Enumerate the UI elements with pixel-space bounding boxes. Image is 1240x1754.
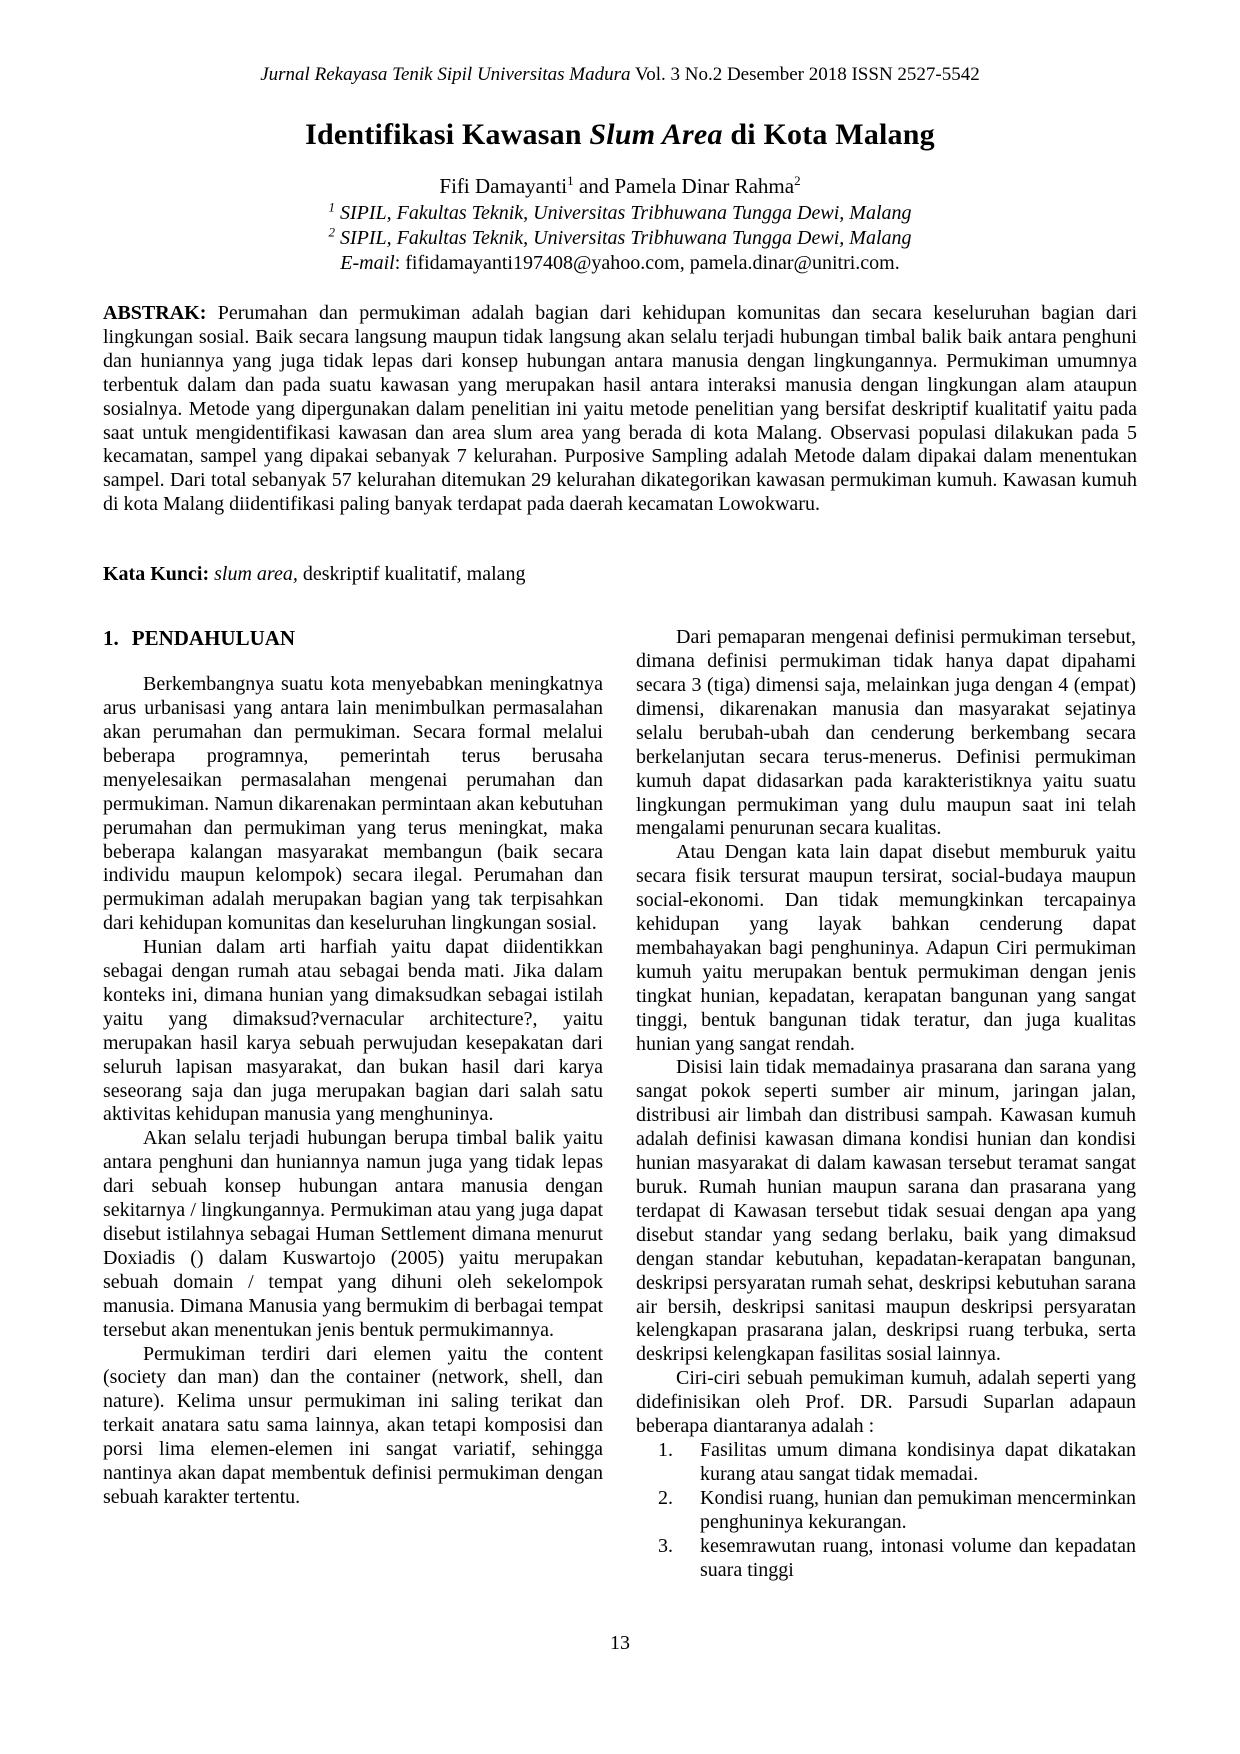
list-item-number: 1.	[658, 1438, 673, 1461]
affiliation-line	[103, 226, 1137, 251]
keywords-label: Kata Kunci:	[103, 563, 210, 586]
email-line	[103, 251, 1137, 276]
affiliations	[103, 201, 1137, 276]
body-paragraph: Permukiman terdiri dari elemen yaitu the content (society dan man) dan the container (network, shell, dan nature). Kelima unsur permukiman ini saling terikat dan terkait anatara satu sama lainnya, akan tetapi komposisi dan porsi lima elemen-elemen ini sangat variatif, sehingga nantinya akan dapat membentuk definisi permukiman dengan sebuah karakter tertentu.	[103, 1342, 603, 1508]
body-paragraph: Disisi lain tidak memadainya prasarana dan sarana yang sangat pokok seperti sumber air minum, jaringan jalan, distribusi air limbah dan distribusi sampah. Kawasan kumuh adalah definisi kawasan dimana kondisi hunian dan kondisi hunian masyarakat di dalam kawasan tersebut teramat sangat buruk. Rumah hunian maupun sarana dan prasarana yang terdapat di Kawasan tersebut tidak sesuai dengan apa yang disebut standar yang sedang berlaku, baik yang dimaksud dengan standar kebutuhan, kepadatan-kerapatan bangunan, deskripsi persyaratan rumah sehat, deskripsi kebutuhan sarana air bersih, deskripsi sanitasi maupun deskripsi persyaratan kelengkapan prasarana jalan, deskripsi ruang terbuka, serta deskripsi kelengkapan fasilitas sosial lainnya.	[636, 1056, 1136, 1366]
paper-title	[103, 118, 1137, 152]
list-item-text: Fasilitas umum dimana kondisinya dapat dikatakan kurang atau sangat tidak memadai.	[700, 1438, 1136, 1485]
body-paragraph: Ciri-ciri sebuah pemukiman kumuh, adalah seperti yang didefinisikan oleh Prof. DR. Parsudi Suparlan adapaun beberapa diantaranya adalah :	[636, 1367, 1136, 1438]
two-column-body	[103, 626, 1137, 1582]
body-paragraph: Akan selalu terjadi hubungan berupa timbal balik yaitu antara penghuni dan huniannya namun juga yang tidak lepas dari sebuah konsep hubungan antara manusia dengan sekitarnya / lingkungannya. Permukiman atau yang juga dapat disebut istilahnya sebagai Human Settlement dimana menurut Doxiadis () dalam Kuswartojo (2005) yaitu merupakan sebuah domain / tempat yang dihuni oleh sekelompok manusia. Dimana Manusia yang bermukim di berbagai tempat tersebut akan menentukan jenis bentuk permukimannya.	[103, 1127, 603, 1341]
journal-name: Jurnal Rekayasa Tenik Sipil Universitas Madura	[260, 64, 631, 85]
section-heading-pendahuluan	[103, 626, 603, 651]
title-segment: Identifikasi Kawasan	[305, 118, 590, 151]
author-affiliation-mark: 1	[567, 173, 574, 188]
section-number: 1.	[103, 626, 119, 651]
abstract-text: Perumahan dan permukiman adalah bagian dari kehidupan komunitas dan secara keseluruhan bagian dari lingkungan sosial. Baik secara langsung maupun tidak langsung akan selalu terjadi hubungan timbal balik baik antara penghuni dan huniannya yang juga tidak lepas dari konsep hubungan antara manusia dengan lingkungannya. Permukiman umumnya terbentuk dalam dan pada suatu kawasan yang merupakan hasil antara interaksi manusia dengan lingkungan alam ataupun sosialnya. Metode yang dipergunakan dalam penelitian ini yaitu metode penelitian yang bersifat deskriptif kualitatif yaitu pada saat untuk mengidentifikasi kawasan dan area slum area yang berada di kota Malang. Observasi populasi dilakukan pada 5 kecamatan, sampel yang dipakai sebanyak 7 kelurahan. Purposive Sampling adalah Metode dalam dipakai dalam menentukan sampel. Dari total sebanyak 57 kelurahan ditemukan 29 kelurahan dikategorikan kawasan permukiman kumuh. Kawasan kumuh di kota Malang diidentifikasi paling banyak terdapat pada daerah kecamatan Lowokwaru.	[103, 302, 1137, 516]
affiliation-text: SIPIL, Fakultas Teknik, Universitas Tribhuwana Tungga Dewi, Malang	[335, 227, 912, 249]
keywords-line	[103, 562, 1137, 586]
abstract-label: ABSTRAK:	[103, 302, 207, 324]
running-head	[103, 64, 1137, 86]
email-label: E-mail	[340, 252, 395, 274]
list-item	[636, 1535, 1136, 1583]
list-item-number: 2.	[658, 1486, 673, 1509]
abstract	[103, 302, 1137, 517]
affiliation-text: SIPIL, Fakultas Teknik, Universitas Tribhuwana Tungga Dewi, Malang	[335, 202, 912, 224]
body-paragraph: Hunian dalam arti harfiah yaitu dapat diidentikkan sebagai dengan rumah atau sebagai benda mati. Jika dalam konteks ini, dimana hunian yang dimaksudkan sebagai istilah yaitu yang dimaksud?vernacular architecture?, yaitu merupakan hasil karya sebuah perwujudan kesepakatan dari seluruh lapisan masyarakat, dan bukan hasil dari karya seseorang saja dan juga merupakan bagian dari salah satu aktivitas kehidupan manusia yang menghuninya.	[103, 936, 603, 1126]
title-italic-segment: Slum Area	[589, 118, 723, 151]
author-name: Fifi Damayanti	[439, 174, 568, 198]
list-item-text: kesemrawutan ruang, intonasi volume dan kepadatan suara tinggi	[700, 1534, 1136, 1581]
keywords-italic: slum area,	[209, 563, 298, 586]
body-paragraph: Berkembangnya suatu kota menyebabkan meningkatnya arus urbanisasi yang antara lain menimbulkan permasalahan akan perumahan dan permukiman. Secara formal melalui beberapa programnya, pemerintah terus berusaha menyelesaikan permasalahan mengenai perumahan dan permukiman. Namun dikarenakan permintaan akan kebutuhan perumahan dan permukiman yang terus meningkat, maka beberapa kalangan masyarakat membangun (baik secara individu maupun kelompok) secara ilegal. Perumahan dan permukiman adalah merupakan bagian yang tak terpisahkan dari kehidupan komunitas dan keseluruhan lingkungan sosial.	[103, 673, 603, 935]
list-item	[636, 1439, 1136, 1487]
author-affiliation-mark: 2	[794, 173, 801, 188]
body-paragraph: Atau Dengan kata lain dapat disebut memburuk yaitu secara fisik tersurat maupun tersirat, social-budaya maupun social-ekonomi. Dan tidak memungkinkan tercapainya kehidupan yang layak bahkan cenderung dapat membahayakan bagi penghuninya. Adapun Ciri permukiman kumuh yaitu merupakan bentuk permukiman dengan jenis tingkat hunian, kepadatan, kerapatan bangunan yang sangat tinggi, bentuk bangunan tidak teratur, dan juga kualitas hunian yang sangat rendah.	[636, 841, 1136, 1055]
list-item	[636, 1487, 1136, 1535]
title-segment: di Kota Malang	[722, 118, 935, 151]
list-item-number: 3.	[658, 1534, 673, 1557]
list-item-text: Kondisi ruang, hunian dan pemukiman mencerminkan penghuninya kekurangan.	[700, 1486, 1136, 1533]
issue-info: Vol. 3 No.2 Desember 2018 ISSN 2527-5542	[630, 64, 980, 85]
author-name: Pamela Dinar Rahma	[614, 174, 795, 198]
affiliation-line	[103, 201, 1137, 226]
affiliation-mark: 1	[328, 199, 335, 215]
keywords-text: deskriptif kualitatif, malang	[297, 563, 526, 586]
numbered-list	[636, 1439, 1136, 1582]
author-line	[103, 174, 1137, 199]
body-paragraph: Dari pemaparan mengenai definisi permukiman tersebut, dimana definisi permukiman tidak hanya dapat dipahami secara 3 (tiga) dimensi saja, melainkan juga dengan 4 (empat) dimensi, dikarenakan manusia dan masyarakat sejatinya selalu berubah-ubah dan cenderung berkembang secara berkelanjutan secara terus-menerus. Definisi permukiman kumuh dapat didasarkan pada karakteristiknya yaitu suatu lingkungan permukiman yang dulu maupun saat ini telah mengalami penurunan secara kualitas.	[636, 626, 1136, 840]
section-title: PENDAHULUAN	[131, 626, 296, 651]
author-connector: and	[573, 174, 615, 198]
page-number: 13	[610, 1632, 630, 1654]
email-addresses: : fifidamayanti197408@yahoo.com, pamela.dinar@unitri.com.	[394, 252, 900, 274]
affiliation-mark: 2	[328, 224, 335, 240]
right-column	[636, 626, 1136, 1582]
left-column	[103, 626, 603, 1582]
